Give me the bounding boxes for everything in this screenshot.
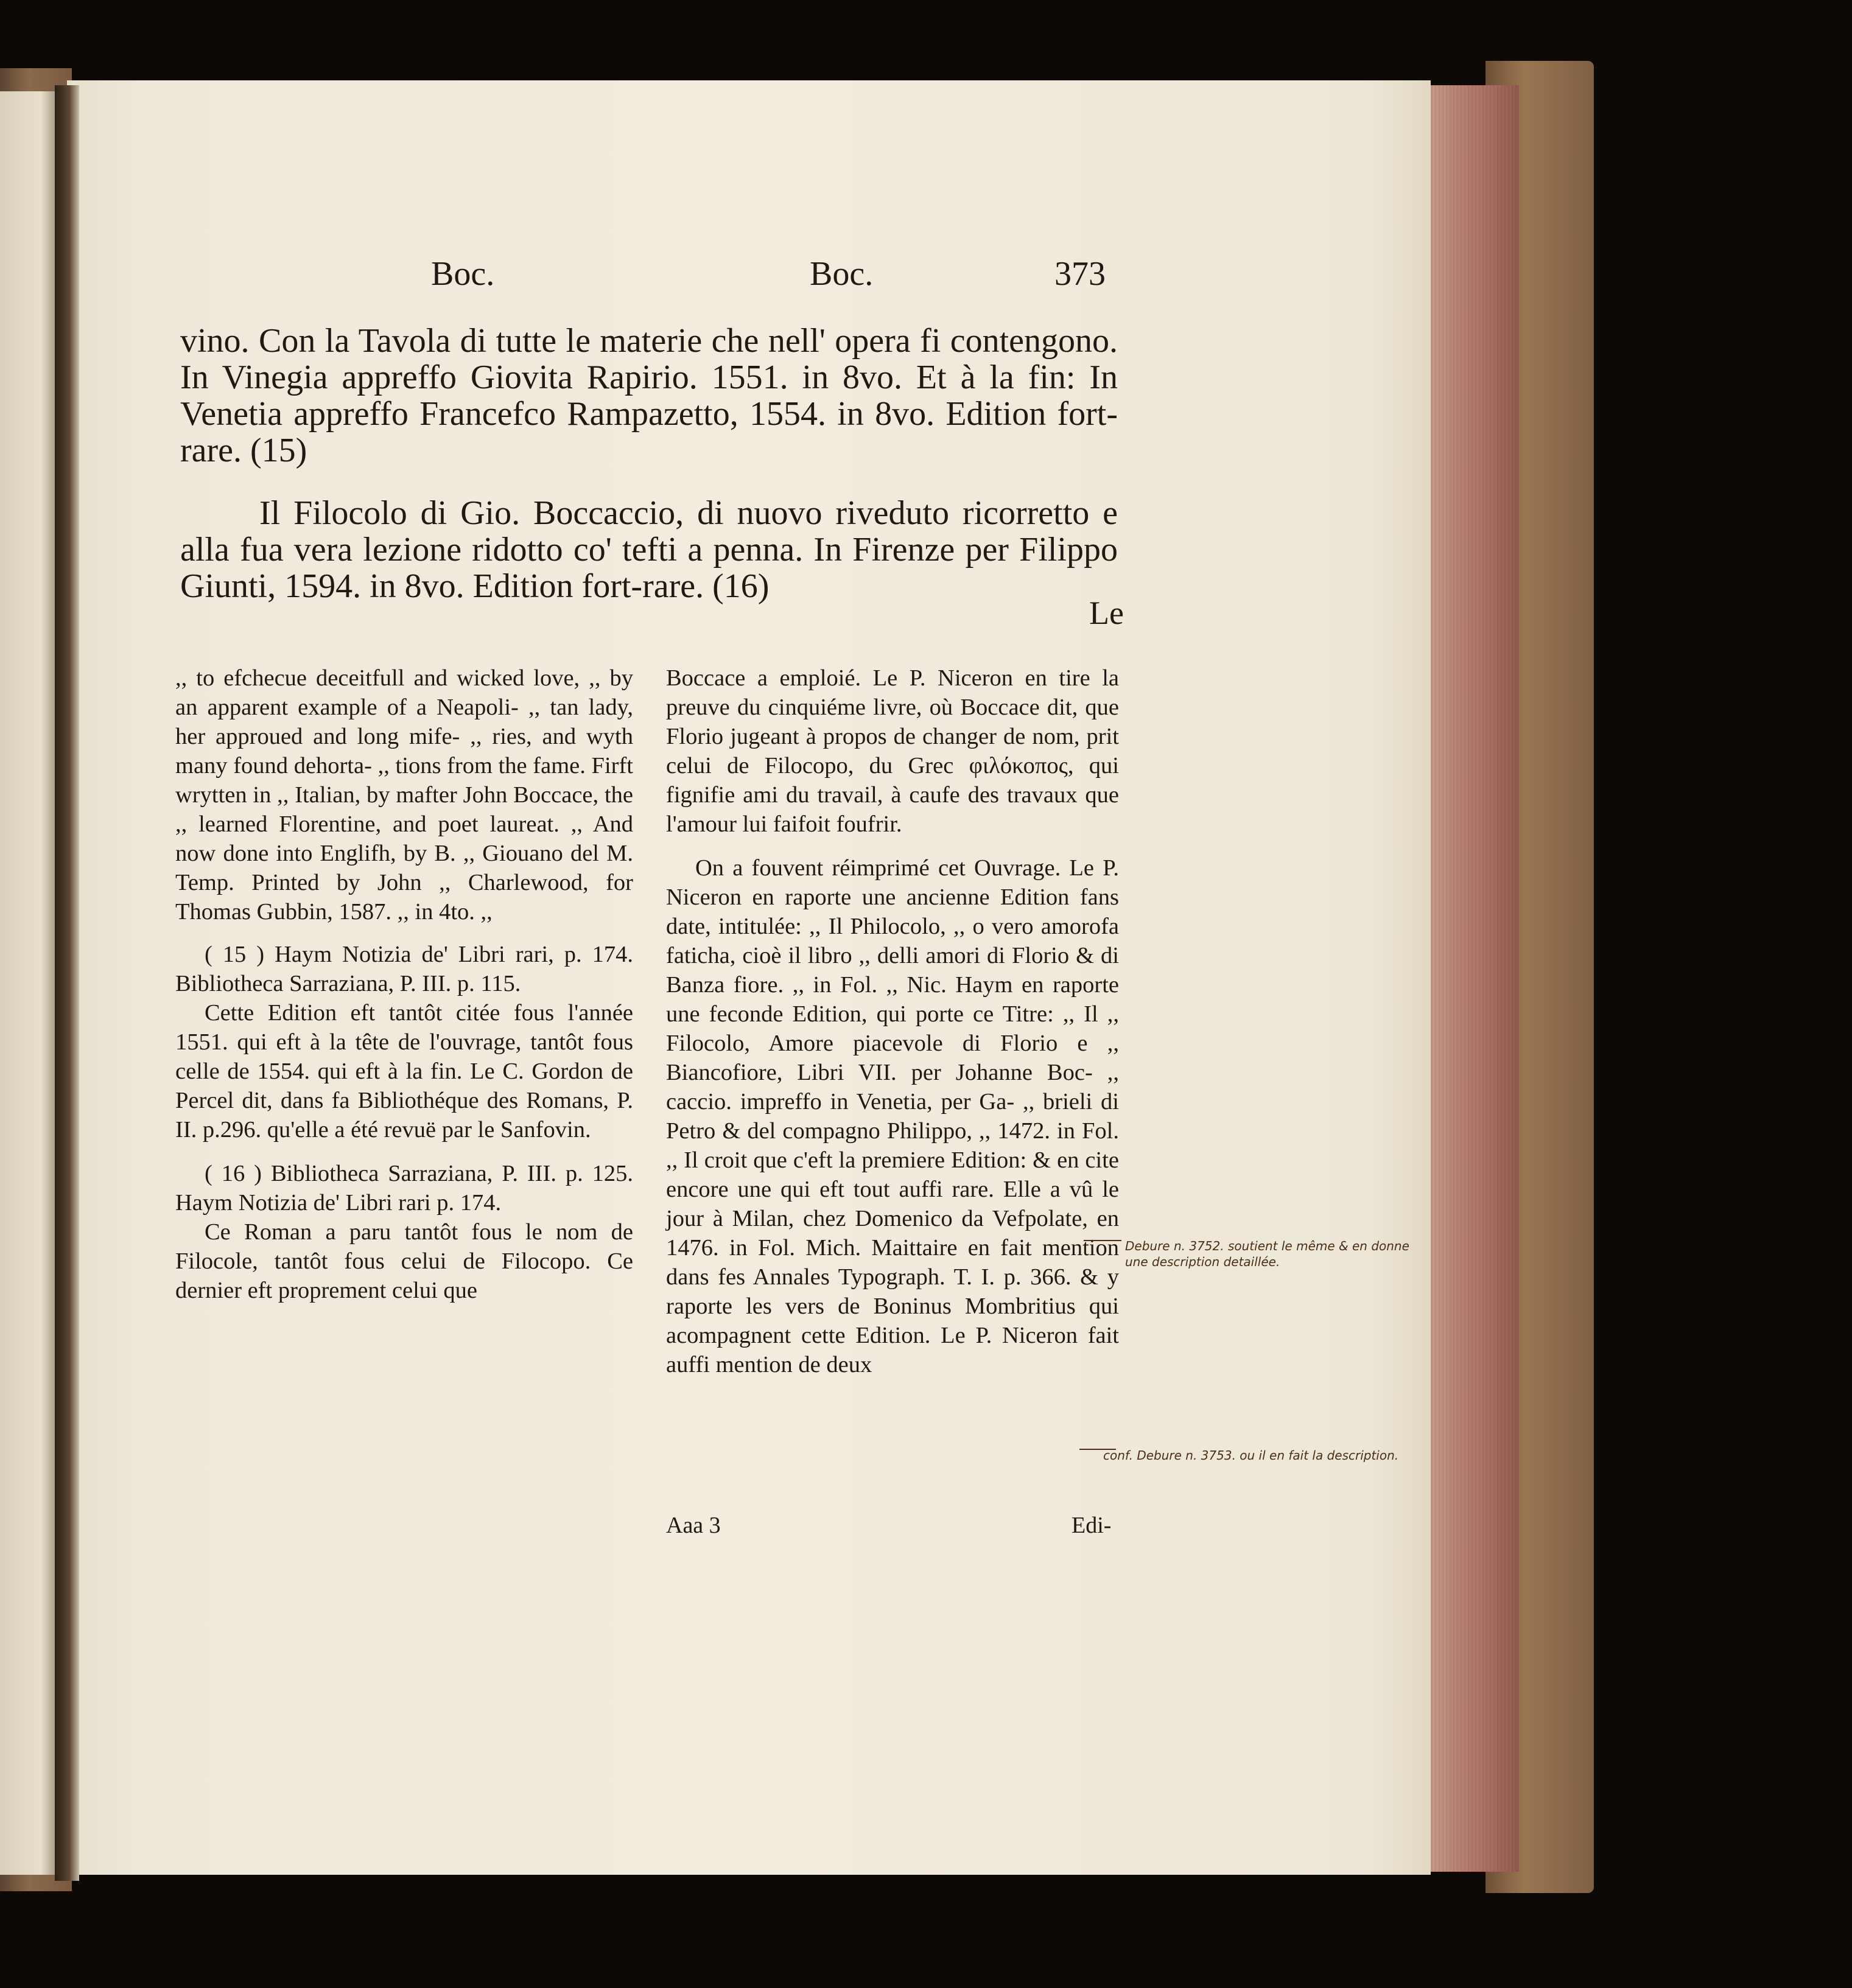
right-paragraph-2: On a fouvent réimprimé cet Ouvrage. Le P. Niceron en raporte une ancienne Edition fans date, intitulée: ,, Il Philocolo, ,, o vero amorofa faticha, cioè il libro ,, delli amori di Florio & di Banza fiore. ,, in Fol. ,, Nic. Haym en raporte une feconde Edition, qui porte ce Titre: ,, Il ,, Filocolo, Amore piacevole di Florio e ,, Biancofiore, Libri VII. per Johanne Boc- ,, caccio. impreffo in Venetia, per Ga- ,, brieli di Petro & del compagno Philippo, ,, 1472. in Fol. ,, Il croit que c'eft la premiere Edition: & en cite encore une qui eft tout auffi rare. Elle a vû le jour à Milan, chez Domenico da Vefpolate, en 1476. in Fol. Mich. Maittaire en fait mention dans fes Annales Typograph. T. I. p. 366. & y raporte les vers de Boninus Mombritius qui acompagnent cette Edition. Le P. Niceron fait auffi mention de deux	[666, 855, 1119, 1377]
catchword-bottom: Edi-	[1072, 1513, 1112, 1538]
footnote-16: ( 16 ) Bibliotheca Sarraziana, P. III. p. 125. Haym Notizia de' Libri rari p. 174.	[175, 1161, 633, 1216]
right-column	[666, 663, 1119, 1394]
left-column	[175, 663, 633, 1320]
footnote-15: ( 15 ) Haym Notizia de' Libri rari, p. 174. Bibliotheca Sarraziana, P. III. p. 115.	[175, 942, 633, 996]
footnote-15-body: Cette Edition eft tantôt citée fous l'année 1551. qui eft à la tête de l'ouvrage, tantôt fous celle de 1554. qui eft à la fin. Le C. Gordon de Percel dit, dans fa Bibliothéque des Romans, P. II. p.296. qu'elle a été revuë par le Sanfovin.	[175, 1000, 633, 1143]
running-head-center: Boc.	[810, 255, 874, 293]
running-head-left: Boc.	[431, 255, 495, 293]
book-gutter	[55, 85, 79, 1881]
manuscript-underline-1	[1084, 1240, 1121, 1241]
catchword-top: Le	[1089, 595, 1124, 631]
page-number: 373	[1054, 255, 1106, 293]
page-fore-edge	[1428, 85, 1519, 1872]
right-paragraph-1: Boccace a emploié. Le P. Niceron en tire la preuve du cinquiéme livre, où Boccace dit, que Florio jugeant à propos de changer de nom, prit celui de Filocopo, du Grec φιλόκοπος, qui fignifie ami du travail, à caufe des travaux que l'amour lui faifoit foufrir.	[666, 665, 1119, 837]
footnote-16-body: Ce Roman a paru tantôt fous le nom de Filocole, tantôt fous celui de Filocopo. Ce dernier eft proprement celui que	[175, 1219, 633, 1303]
manuscript-annotation-1: Debure n. 3752. soutient le même & en donne une description detaillée.	[1125, 1239, 1409, 1269]
entry-paragraph-1: vino. Con la Tavola di tutte le materie che nell' opera fi contengono. In Vinegia appreffo Giovita Rapirio. 1551. in 8vo. Et à la fin: In Venetia appreffo Francefco Rampazetto, 1554. in 8vo. Edition fort-rare. (15)	[180, 322, 1118, 469]
left-page-edge	[0, 91, 58, 1875]
english-title-quote: ,, to efchecue deceitfull and wicked love, ,, by an apparent example of a Neapoli- ,, tan lady, her approued and long mife- ,, ries, and wyth many found dehorta- ,, tions from the fame. Firft wrytten in ,, Italian, by mafter John Boccace, the ,, learned Florentine, and poet laureat. ,, And now done into Englifh, by B. ,, Giouano del M. Temp. Printed by John ,, Charlewood, for Thomas Gubbin, 1587. ,, in 4to. ,,	[175, 665, 633, 925]
entry-paragraph-2: Il Filocolo di Gio. Boccaccio, di nuovo riveduto ricorretto e alla fua vera lezione ridotto co' tefti a penna. In Firenze per Filippo Giunti, 1594. in 8vo. Edition fort-rare. (16)	[180, 494, 1118, 605]
signature-mark: Aaa 3	[666, 1513, 721, 1538]
manuscript-annotation-2: conf. Debure n. 3753. ou il en fait la description.	[1103, 1448, 1399, 1463]
